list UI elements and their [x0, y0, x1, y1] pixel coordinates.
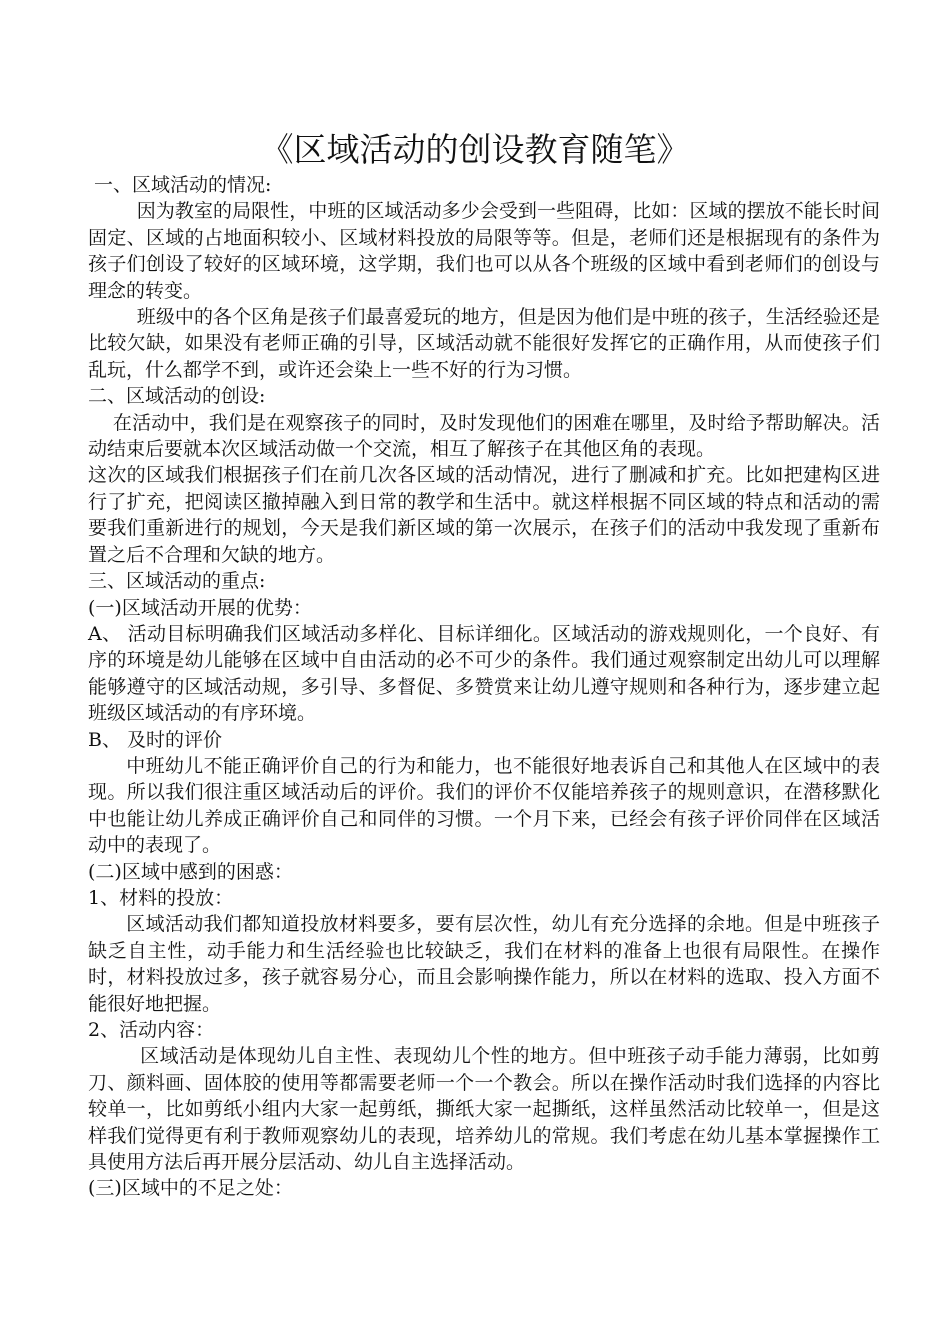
body-paragraph: 因为教室的局限性，中班的区域活动多少会受到一些阻碍，比如：区域的摆放不能长时间固定、区域的占地面积较小、区域材料投放的局限等等。但是，老师们还是根据现有的条件为孩子们创设了较好的区域环境，这学期，我们也可以从各个班级的区域中看到老师们的创设与理念的转变。	[88, 200, 880, 302]
subsection-heading: 2、活动内容：	[88, 1019, 215, 1041]
body-paragraph: 区域活动是体现幼儿自主性、表现幼儿个性的地方。但中班孩子动手能力薄弱，比如剪刀、颜料画、固体胶的使用等都需要老师一个一个教会。所以在操作活动时我们选择的内容比较单一，比如剪纸小组内大家一起剪纸，撕纸大家一起撕纸，这样虽然活动比较单一，但是这样我们觉得更有利于教师观察幼儿的表现，培养幼儿的常规。我们考虑在幼儿基本掌握操作工具使用方法后再开展分层活动、幼儿自主选择活动。	[88, 1045, 880, 1174]
subsection-heading: 1、材料的投放：	[88, 886, 234, 909]
section-heading: 二、区域活动的创设:	[88, 385, 266, 408]
body-paragraph: A、 活动目标明确我们区域活动多样化、目标详细化。区域活动的游戏规则化，一个良好、有序的环境是幼儿能够在区域中自由活动的必不可少的条件。我们通过观察制定出幼儿可以理解能够遵守的区域活动规，多引导、多督促、多赞赏来让幼儿遵守规则和各种行为，逐步建立起班级区域活动的有序环境。	[88, 622, 880, 725]
section-heading: 一、区域活动的情况:	[88, 174, 272, 196]
section-heading: 三、区域活动的重点:	[88, 570, 266, 593]
body-paragraph: 区域活动我们都知道投放材料要多，要有层次性，幼儿有充分选择的余地。但是中班孩子缺乏自主性，动手能力和生活经验也比较缺乏，我们在材料的准备上也很有局限性。在操作时，材料投放过多，孩子就容易分心，而且会影响操作能力，所以在材料的选取、投入方面不能很好地把握。	[88, 913, 880, 1015]
body-paragraph: 中班幼儿不能正确评价自己的行为和能力，也不能很好地表诉自己和其他人在区域中的表现。所以我们很注重区域活动后的评价。我们的评价不仅能培养孩子的规则意识，在潜移默化中也能让幼儿养成正确评价自己和同伴的习惯。一个月下来，已经会有孩子评价同伴在区域活动中的表现了。	[88, 754, 880, 857]
body-paragraph: 班级中的各个区角是孩子们最喜爱玩的地方，但是因为他们是中班的孩子，生活经验还是比较欠缺，如果没有老师正确的引导，区域活动就不能很好发挥它的正确作用，从而使孩子们乱玩，什么都学不到，或许还会染上一些不好的行为习惯。	[88, 306, 880, 381]
subsection-heading: (二)区域中感到的困惑：	[88, 860, 293, 883]
body-paragraph: 这次的区域我们根据孩子们在前几次各区域的活动情况，进行了删减和扩充。比如把建构区进行了扩充，把阅读区撤掉融入到日常的教学和生活中。就这样根据不同区域的特点和活动的需要我们重新进行的规划，今天是我们新区域的第一次展示，在孩子们的活动中我发现了重新布置之后不合理和欠缺的地方。	[88, 464, 880, 566]
document-title: 《区域活动的创设教育随笔》	[260, 130, 690, 169]
subsection-heading: (三)区域中的不足之处：	[88, 1177, 293, 1200]
body-paragraph: 在活动中，我们是在观察孩子的同时，及时发现他们的困难在哪里，及时给予帮助解决。活动结束后要就本次区域活动做一个交流，相互了解孩子在其他区角的表现。	[88, 411, 880, 461]
subsection-heading: (一)区域活动开展的优势：	[88, 596, 312, 619]
subsection-heading: B、 及时的评价	[88, 728, 223, 751]
document-body	[88, 172, 880, 1202]
